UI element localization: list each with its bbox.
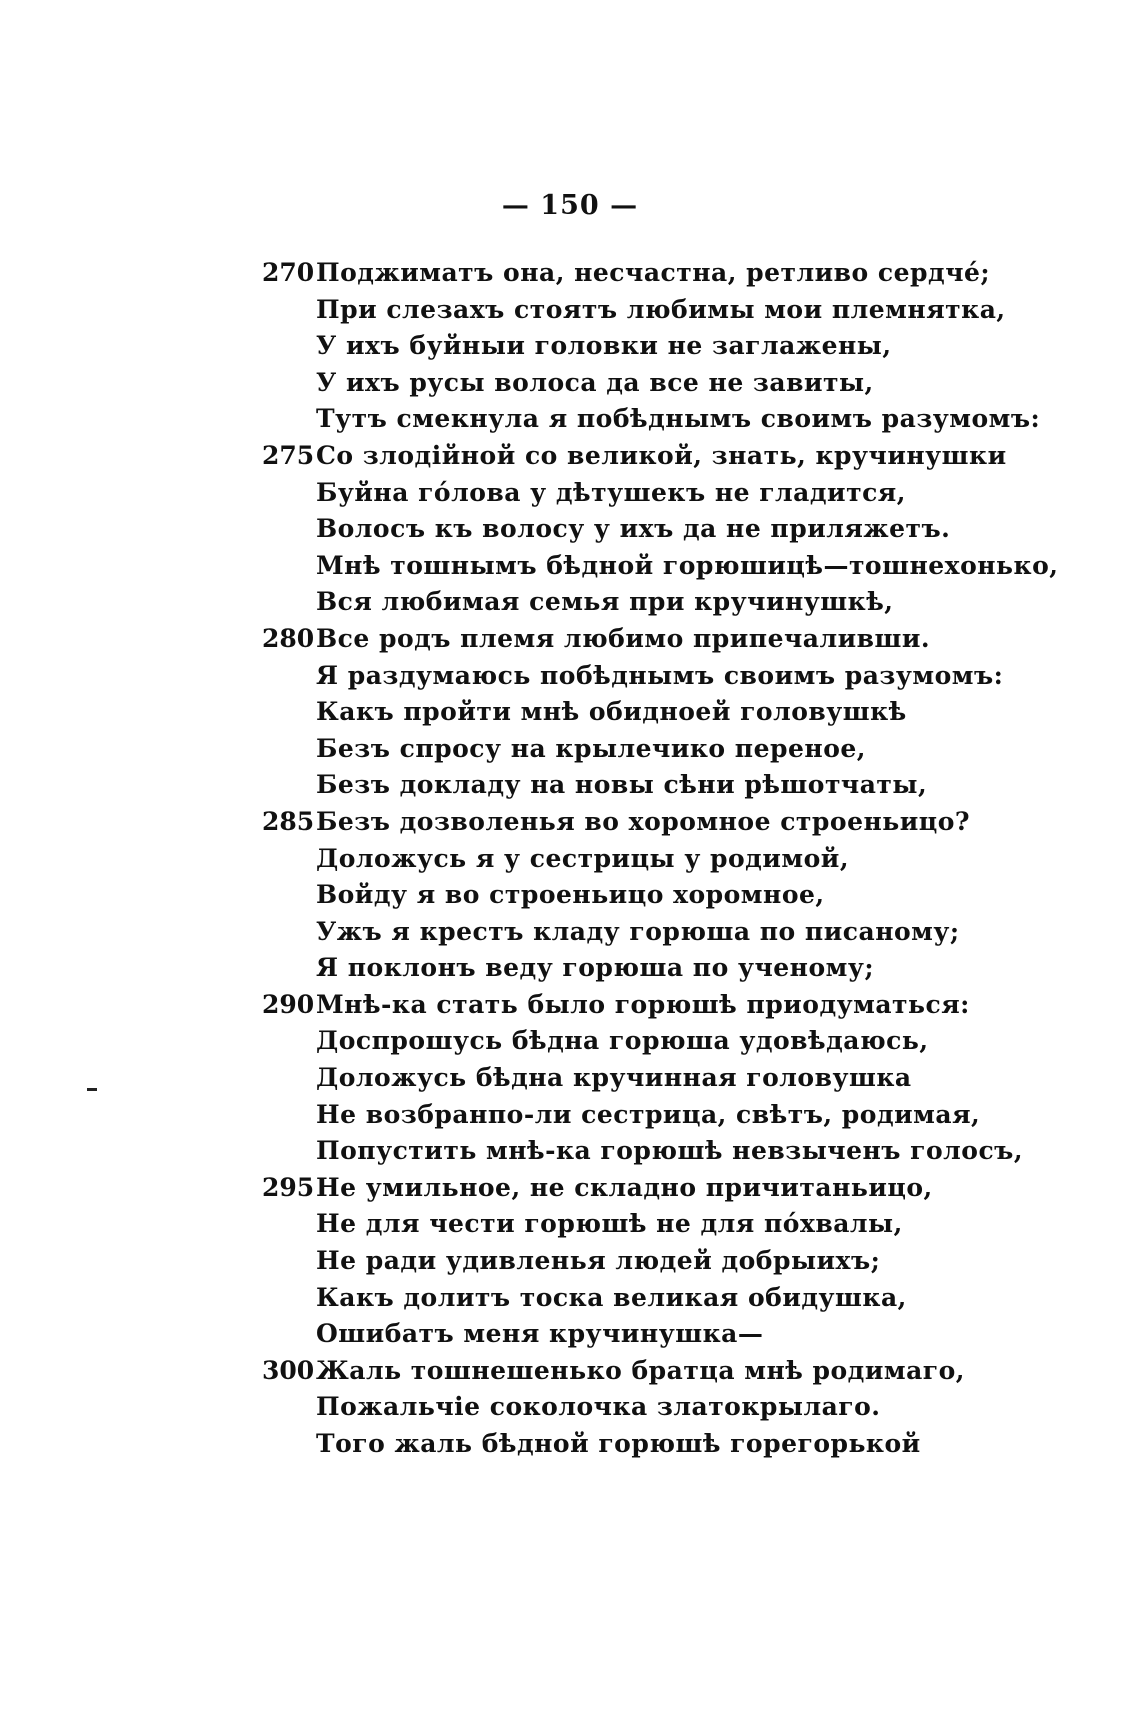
line-text: Буйна го́лова у дѣтушекъ не гладится, [316, 477, 906, 507]
line-text: Не для чести горюшѣ не для по́хвалы, [316, 1209, 903, 1239]
line-text: Ужъ я крестъ кладу горюша по писаному; [316, 916, 960, 946]
verse-body [0, 255, 1140, 1463]
verse-line [0, 438, 1140, 475]
line-text: Безъ спросу на крылечико переное, [316, 733, 866, 763]
line-text: Все родъ племя любимо припечаливши. [316, 623, 931, 653]
verse-line [0, 621, 1140, 658]
line-text: При слезахъ стоятъ любимы мои племнятка, [316, 294, 1006, 324]
line-text: Попустить мнѣ-ка горюшѣ невзыченъ голосъ, [316, 1136, 1024, 1166]
line-number: 270 [262, 258, 315, 287]
verse-line [0, 255, 1140, 292]
verse-line [0, 1133, 1140, 1170]
verse-line [0, 914, 1140, 951]
line-text: Доложусь бѣдна кручинная головушка [316, 1063, 912, 1093]
verse-line [0, 1206, 1140, 1243]
verse-line [0, 1280, 1140, 1317]
line-text: Какъ долитъ тоска великая обидушка, [316, 1282, 907, 1312]
line-text: Того жаль бѣдной горюшѣ горегорькой [316, 1429, 921, 1458]
verse-line [0, 511, 1140, 548]
line-text: Ошибатъ меня кручинушка— [316, 1319, 764, 1349]
line-number: 295 [262, 1172, 315, 1202]
line-text: Со злодійной со великой, знать, кручинушки [316, 440, 1007, 470]
line-text: Какъ пройти мнѣ обидноей головушкѣ [316, 697, 907, 727]
line-text: Волосъ къ волосу у ихъ да не приляжетъ. [316, 514, 951, 544]
verse-line [0, 292, 1140, 329]
verse-line [0, 1243, 1140, 1280]
line-number: 300 [262, 1355, 315, 1385]
line-text: Не ради удивленья людей добрыихъ; [316, 1246, 881, 1276]
verse-line [0, 401, 1140, 438]
line-text: Безъ дозволенья во хоромное строеньицо? [316, 806, 971, 836]
verse-line [0, 1060, 1140, 1097]
line-text: Я поклонъ веду горюша по ученому; [316, 953, 875, 983]
line-text: Жаль тошнешенько братца мнѣ родимаго, [316, 1355, 965, 1385]
line-text: Мнѣ тошнымъ бѣдной горюшицѣ—тошнехонько, [316, 550, 1059, 580]
line-text: Не возбранпо-ли сестрица, свѣтъ, родимая, [316, 1099, 981, 1129]
verse-line [0, 877, 1140, 914]
verse-line [0, 584, 1140, 621]
verse-line [0, 950, 1140, 987]
line-text: Безъ докладу на новы сѣни рѣшотчаты, [316, 770, 928, 800]
verse-line [0, 804, 1140, 841]
verse-line [0, 1097, 1140, 1134]
verse-line [0, 1389, 1140, 1426]
verse-line [0, 1316, 1140, 1353]
line-text: Доложусь я у сестрицы у родимой, [316, 843, 850, 873]
verse-line [0, 1023, 1140, 1060]
verse-line [0, 658, 1140, 695]
line-number: 275 [262, 440, 315, 470]
line-number: 290 [262, 989, 315, 1019]
line-text: Мнѣ-ка стать было горюшѣ приодуматься: [316, 989, 970, 1019]
verse-line [0, 548, 1140, 585]
verse-line [0, 475, 1140, 512]
verse-line [0, 987, 1140, 1024]
line-number: 285 [262, 806, 315, 836]
line-text: Не умильное, не складно причитаньицо, [316, 1172, 933, 1202]
line-text: Я раздумаюсь побѣднымъ своимъ разумомъ: [316, 660, 1004, 690]
margin-dash-mark [87, 1088, 97, 1091]
line-text: Поджиматъ она, несчастна, ретливо сердче́; [316, 258, 991, 287]
line-text: Пожальчіе соколочка златокрылаго. [316, 1392, 881, 1422]
line-text: Войду я во строеньицо хоромное, [316, 880, 825, 910]
verse-line [0, 731, 1140, 768]
verse-line [0, 1426, 1140, 1463]
page-number: — 150 — [501, 190, 639, 221]
verse-line [0, 365, 1140, 402]
verse-line [0, 841, 1140, 878]
line-text: Доспрошусь бѣдна горюша удовѣдаюсь, [316, 1026, 929, 1056]
verse-line [0, 767, 1140, 804]
line-number: 280 [262, 623, 315, 653]
line-text: У ихъ буйныи головки не заглажены, [316, 331, 892, 361]
line-text: У ихъ русы волоса да все не завиты, [316, 367, 874, 397]
line-text: Вся любимая семья при кручинушкѣ, [316, 587, 894, 617]
verse-line [0, 694, 1140, 731]
line-text: Тутъ смекнула я побѣднымъ своимъ разумомъ: [316, 404, 1041, 434]
verse-line [0, 328, 1140, 365]
verse-line [0, 1170, 1140, 1207]
verse-line [0, 1353, 1140, 1390]
